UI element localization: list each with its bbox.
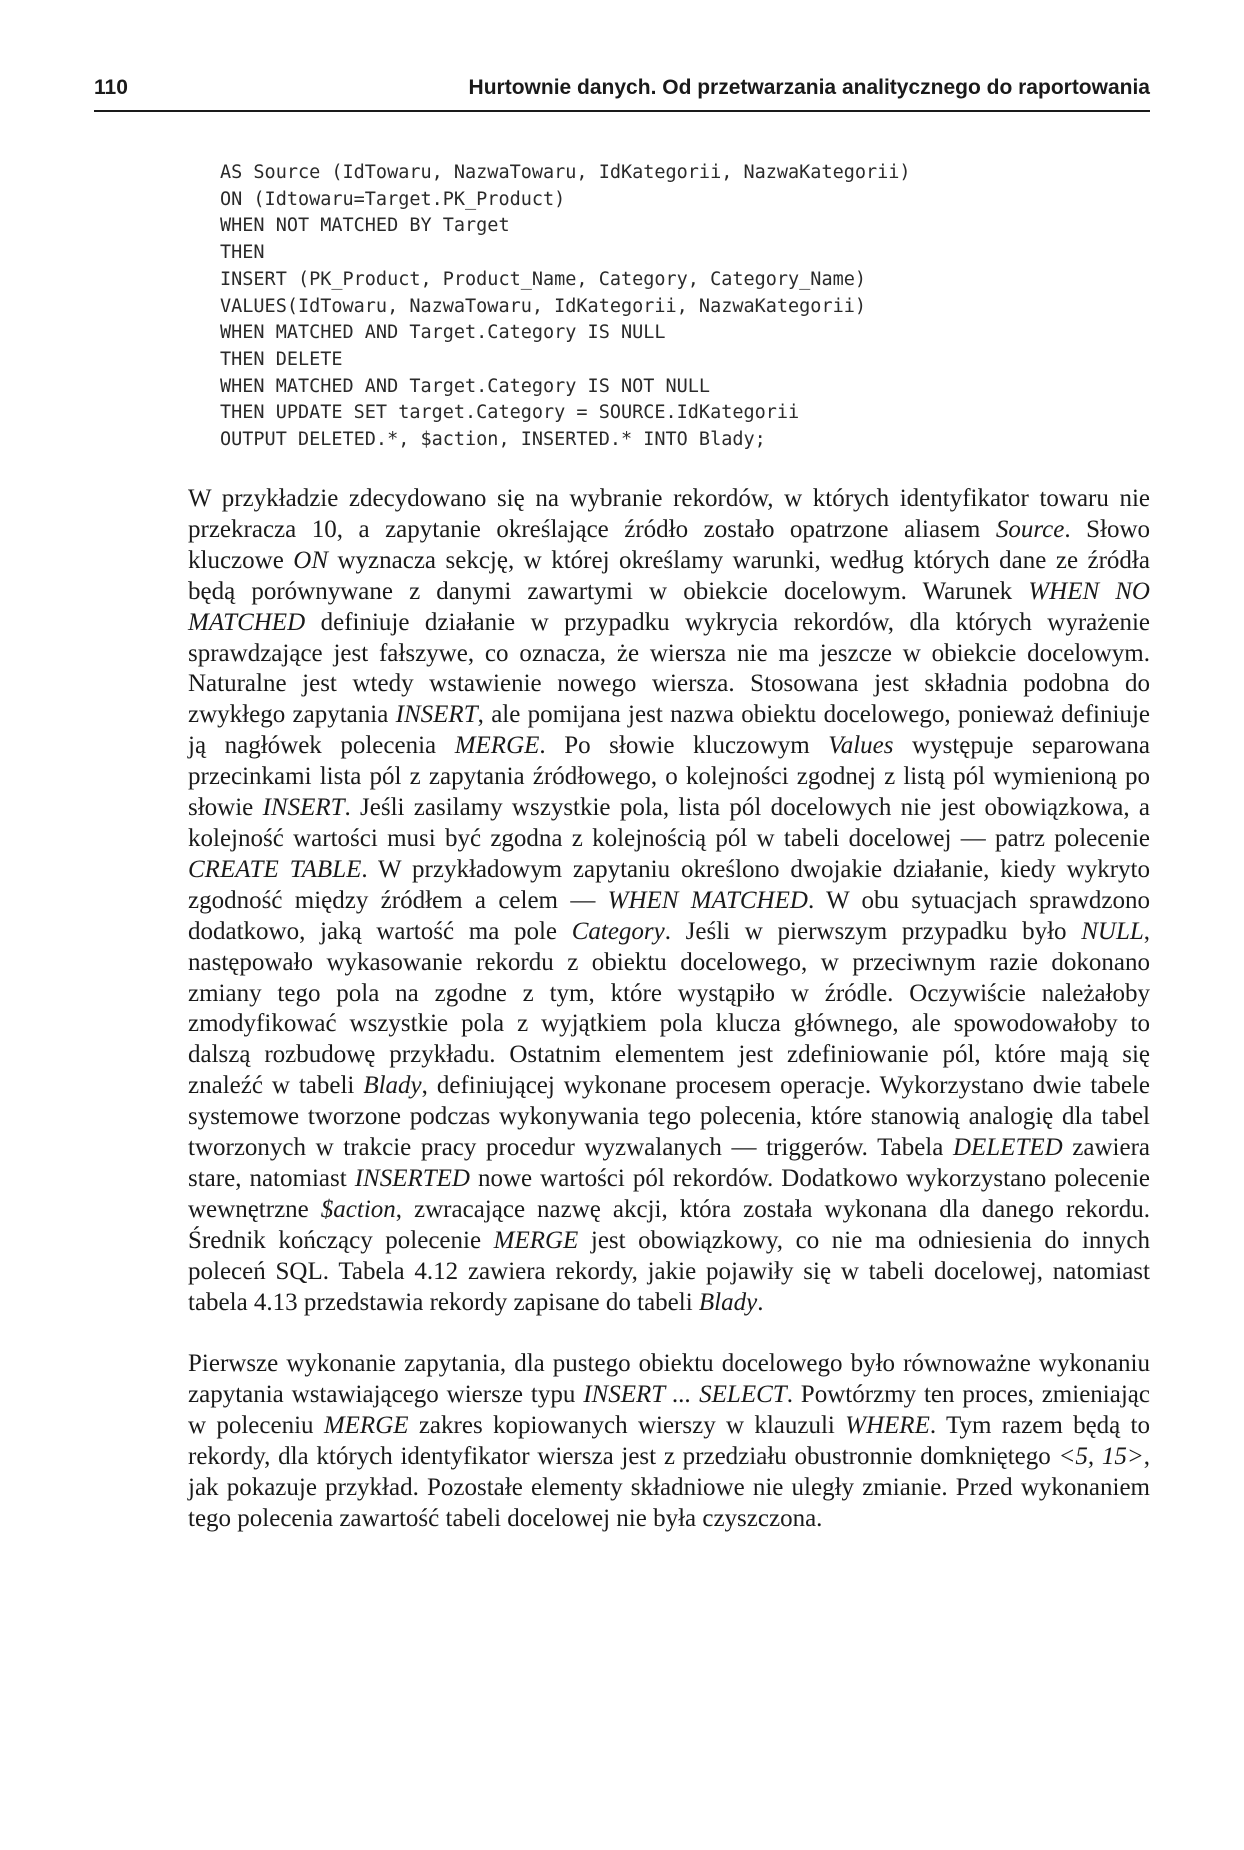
text-segment: jest obowiązkowy, co nie ma odniesienia do innych poleceń SQL. Tabela 4.12 zawiera rekordy, jakie pojawiły się w tabeli docelowej, natomiast tabela 4.13 przedstawia rekordy zapisane do tabeli (188, 1226, 1150, 1316)
italic-term: MERGE (323, 1412, 409, 1440)
page-header (94, 70, 1150, 112)
text-segment: , jak pokazuje przykład. Pozostałe elementy składniowe nie uległy zmianie. Przed wykonaniem tego polecenia zawartość tabeli docelowej nie była czyszczona. (188, 1443, 1150, 1532)
italic-term: NULL (1081, 917, 1144, 945)
paragraph (188, 484, 1150, 1318)
page-number: 110 (94, 76, 128, 99)
code-line: THEN DELETE (220, 348, 343, 370)
italic-term: Values (828, 732, 894, 760)
italic-term: Blady (363, 1072, 422, 1100)
code-line: VALUES(IdTowaru, NazwaTowaru, IdKategorii, NazwaKategorii) (220, 295, 867, 317)
italic-term: Source (995, 515, 1065, 543)
code-line: WHEN MATCHED AND Target.Category IS NULL (220, 322, 666, 344)
italic-term: INSERTED (354, 1164, 470, 1192)
text-segment: . Jeśli zasilamy wszystkie pola, lista pól docelowych nie jest obowiązkowa, a kolejność wartości musi być zgodna z kolejnością pól w tabeli docelowej — patrz polecenie (188, 794, 1150, 852)
text-segment: występuje separowana przecinkami lista pól z zapytania źródłowego, o kolejności zgodnej z listą pól wymienioną po słowie (188, 732, 1150, 822)
code-line: THEN (220, 242, 265, 264)
italic-term: Blady (698, 1288, 758, 1316)
sql-code-block (220, 160, 911, 454)
text-segment: . W przykładowym zapytaniu określono dwojakie działanie, kiedy wykryto zgodność między źródłem a celem — (188, 855, 1150, 914)
italic-term: MERGE (454, 732, 540, 760)
italic-term: Category (571, 917, 665, 945)
running-title: Hurtownie danych. Od przetwarzania analitycznego do raportowania (468, 76, 1150, 99)
text-segment: . W obu sytuacjach sprawdzono dodatkowo, jaką wartość ma pole (188, 886, 1150, 945)
italic-term: INSERT ... SELECT (583, 1381, 787, 1409)
italic-term: CREATE TABLE (188, 855, 362, 883)
text-segment: Pierwsze wykonanie zapytania, dla pustego obiektu docelowego było równoważne wykonaniu zapytania wstawiającego wiersze typu (188, 1350, 1150, 1409)
paragraph (188, 1349, 1150, 1534)
text-segment: . Jeśli w pierwszym przypadku było (664, 917, 1082, 945)
code-line: OUTPUT DELETED.*, $action, INSERTED.* INTO Blady; (220, 429, 766, 451)
text-segment: wyznacza sekcję, w której określamy warunki, według których dane ze źródła będą porównywane z danymi zawartymi w obiekcie docelowym. Warunek (188, 546, 1150, 605)
text-segment: W przykładzie zdecydowano się na wybranie rekordów, w których identyfikator towaru nie przekracza 10, a zapytanie określające źródło zostało opatrzone aliasem (188, 485, 1150, 543)
text-segment: nowe wartości pól rekordów. Dodatkowo wykorzystano polecenie wewnętrzne (188, 1164, 1150, 1223)
code-line: WHEN MATCHED AND Target.Category IS NOT NULL (220, 375, 711, 397)
text-segment: . Po słowie kluczowym (539, 732, 829, 760)
body-text (188, 484, 1150, 1566)
italic-term: <5, 15> (1058, 1443, 1144, 1471)
italic-term: WHEN MATCHED (607, 886, 808, 914)
code-line: WHEN NOT MATCHED BY Target (220, 215, 510, 237)
text-segment: , definiującej wykonane procesem operacje. Wykorzystano dwie tabele systemowe tworzone podczas wykonywania tego polecenia, które stanowią analogię dla tabel tworzonych w trakcie pracy procedur wyzwalanych — triggerów. Tabela (188, 1072, 1151, 1162)
italic-term: INSERT (395, 701, 478, 729)
text-segment: , zwracające nazwę akcji, która została wykonana dla danego rekordu. Średnik kończący polecenie (188, 1195, 1151, 1254)
italic-term: $action (320, 1195, 396, 1223)
code-line: AS Source (IdTowaru, NazwaTowaru, IdKategorii, NazwaKategorii) (220, 162, 911, 183)
italic-term: WHEN NO MATCHED (188, 577, 1150, 636)
text-segment: definiuje działanie w przypadku wykrycia rekordów, dla których wyrażenie sprawdzające jest fałszywe, co oznacza, że wiersza nie ma jeszcze w obiekcie docelowym. Naturalne jest wtedy wstawienie nowego wiersza. Stosowana jest składnia podobna do zwykłego zapytania (188, 608, 1150, 729)
italic-term: INSERT (262, 794, 345, 822)
italic-term: ON (293, 546, 328, 574)
text-segment: zawiera stare, natomiast (188, 1134, 1150, 1192)
code-line: ON (Idtowaru=Target.PK_Product) (220, 188, 566, 210)
text-segment: , następowało wykasowanie rekordu z obiektu docelowego, w przeciwnym razie dokonano zmiany tego pola na zgodne z tym, które wystąpiło w źródle. Oczywiście należałoby zmodyfikować wszystkie pola z wyjątkiem pola klucza głównego, ale spowodowałoby to dalszą rozbudowę przykładu. Ostatnim elementem jest zdefiniowanie pól, które mają się znaleźć w tabeli (188, 917, 1151, 1100)
code-line: INSERT (PK_Product, Product_Name, Category, Category_Name) (220, 268, 867, 290)
text-segment: . Słowo kluczowe (188, 515, 1150, 574)
text-segment: zakres kopiowanych wierszy w klauzuli (408, 1412, 846, 1440)
italic-term: MERGE (493, 1226, 579, 1254)
text-segment: . Tym razem będą to rekordy, dla których identyfikator wiersza jest z przedziału obustronnie domkniętego (188, 1412, 1150, 1471)
code-line: THEN UPDATE SET target.Category = SOURCE.IdKategorii (220, 402, 800, 424)
text-segment: . (757, 1288, 764, 1316)
italic-term: DELETED (952, 1134, 1063, 1162)
italic-term: WHERE (845, 1412, 930, 1440)
text-segment: , ale pomijana jest nazwa obiektu docelowego, ponieważ definiuje ją nagłówek polecenia (188, 701, 1150, 760)
text-segment: . Powtórzmy ten proces, zmieniając w poleceniu (188, 1381, 1150, 1440)
